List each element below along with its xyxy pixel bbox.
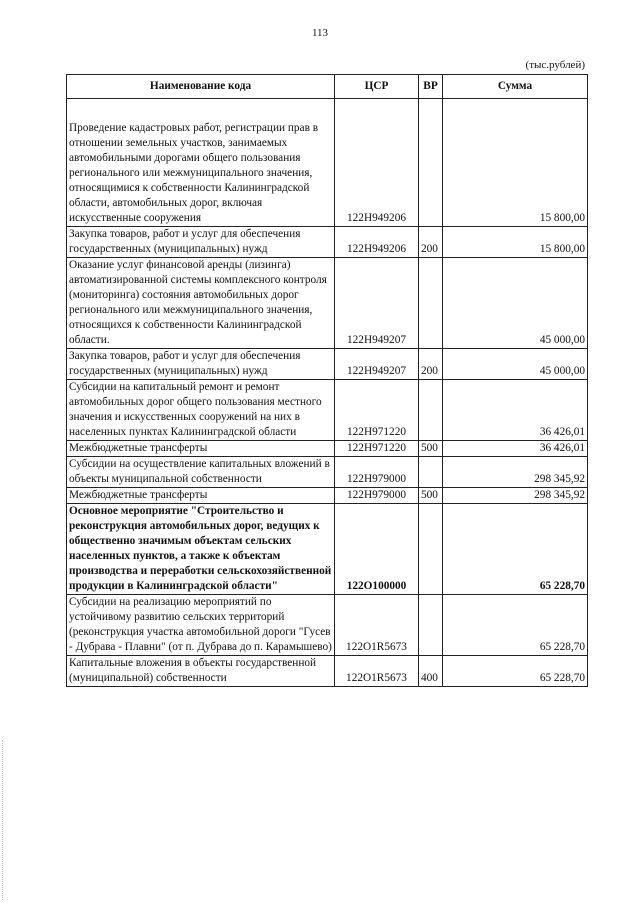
row-name: Оказание услуг финансовой аренды (лизинга) автоматизированной системы комплексного контроля (мониторинга) состояния автомобильных дорог регионального или межмуниципального значения, относящихся к собственности Калининградской области. [67, 258, 335, 349]
row-csr: 122H979000 [335, 488, 419, 504]
header-csr: ЦСР [335, 75, 419, 99]
row-vr [419, 457, 443, 488]
row-csr: 122H949207 [335, 258, 419, 349]
page-number: 113 [311, 27, 329, 39]
row-csr: 122H979000 [335, 457, 419, 488]
scan-edge-mark [2, 740, 4, 900]
row-csr: 122H949207 [335, 349, 419, 380]
row-sum: 45 000,00 [443, 349, 588, 380]
table-row [67, 121, 588, 227]
row-name: Закупка товаров, работ и услуг для обеспечения государственных (муниципальных) нужд [67, 227, 335, 258]
row-name: Основное мероприятие "Строительство и реконструкция автомобильных дорог, ведущих к общественно значимым объектам сельских населенных пунктов, а также к объектам производства и переработки сельскохозяйственной продукции в Калининградской области" [67, 504, 335, 595]
row-vr [419, 504, 443, 595]
row-vr: 500 [419, 441, 443, 457]
row-name: Субсидии на капитальный ремонт и ремонт автомобильных дорог общего пользования местного значения и искусственных сооружений на них в населенных пунктах Калининградской области [67, 380, 335, 441]
row-name: Закупка товаров, работ и услуг для обеспечения государственных (муниципальных) нужд [67, 349, 335, 380]
row-vr: 400 [419, 656, 443, 687]
row-sum: 15 800,00 [443, 227, 588, 258]
row-name: Субсидии на реализацию мероприятий по устойчивому развитию сельских территорий (реконструкция участка автомобильной дороги "Гусев - Дубрава - Плавни" (от п. Дубрава до п. Карамышево) [67, 595, 335, 656]
row-vr [419, 595, 443, 656]
header-sum: Сумма [443, 75, 588, 99]
row-csr: 122H971220 [335, 441, 419, 457]
row-vr: 200 [419, 227, 443, 258]
row-sum: 36 426,01 [443, 380, 588, 441]
row-name: Субсидии на осуществление капитальных вложений в объекты муниципальной собственности [67, 457, 335, 488]
row-sum: 36 426,01 [443, 441, 588, 457]
row-name: Межбюджетные трансферты [67, 441, 335, 457]
header-vr: ВР [419, 75, 443, 99]
table-row [67, 656, 588, 687]
row-sum: 65 228,70 [443, 656, 588, 687]
unit-label: (тыс.рублей) [525, 59, 585, 71]
row-name: Проведение кадастровых работ, регистрации прав в отношении земельных участков, занимаемых автомобильными дорогами общего пользования регионального или межмуниципального значения, относящимися к собственности Калининградской области, автомобильных дорог, включая искусственные сооружения [67, 121, 335, 227]
table-row [67, 457, 588, 488]
row-vr: 200 [419, 349, 443, 380]
table-header-row [67, 75, 588, 99]
table-row [67, 504, 588, 595]
spacer-row [67, 99, 588, 122]
row-sum: 65 228,70 [443, 595, 588, 656]
row-csr: 122O1R5673 [335, 595, 419, 656]
row-vr: 500 [419, 488, 443, 504]
row-sum: 15 800,00 [443, 121, 588, 227]
row-vr [419, 258, 443, 349]
row-vr [419, 121, 443, 227]
table-body [67, 99, 588, 687]
row-csr: 122H949206 [335, 227, 419, 258]
row-csr: 122O1R5673 [335, 656, 419, 687]
row-sum: 45 000,00 [443, 258, 588, 349]
table-row [67, 227, 588, 258]
row-sum: 298 345,92 [443, 488, 588, 504]
row-name: Межбюджетные трансферты [67, 488, 335, 504]
row-csr: 122H949206 [335, 121, 419, 227]
budget-table [66, 74, 588, 687]
row-vr [419, 380, 443, 441]
row-sum: 65 228,70 [443, 504, 588, 595]
table-row [67, 595, 588, 656]
header-name: Наименование кода [67, 75, 335, 99]
row-name: Капитальные вложения в объекты государственной (муниципальной) собственности [67, 656, 335, 687]
table-row [67, 258, 588, 349]
row-csr: 122H971220 [335, 380, 419, 441]
row-sum: 298 345,92 [443, 457, 588, 488]
row-csr: 122O100000 [335, 504, 419, 595]
table-row [67, 380, 588, 441]
table-row [67, 441, 588, 457]
table-row [67, 349, 588, 380]
table-row [67, 488, 588, 504]
